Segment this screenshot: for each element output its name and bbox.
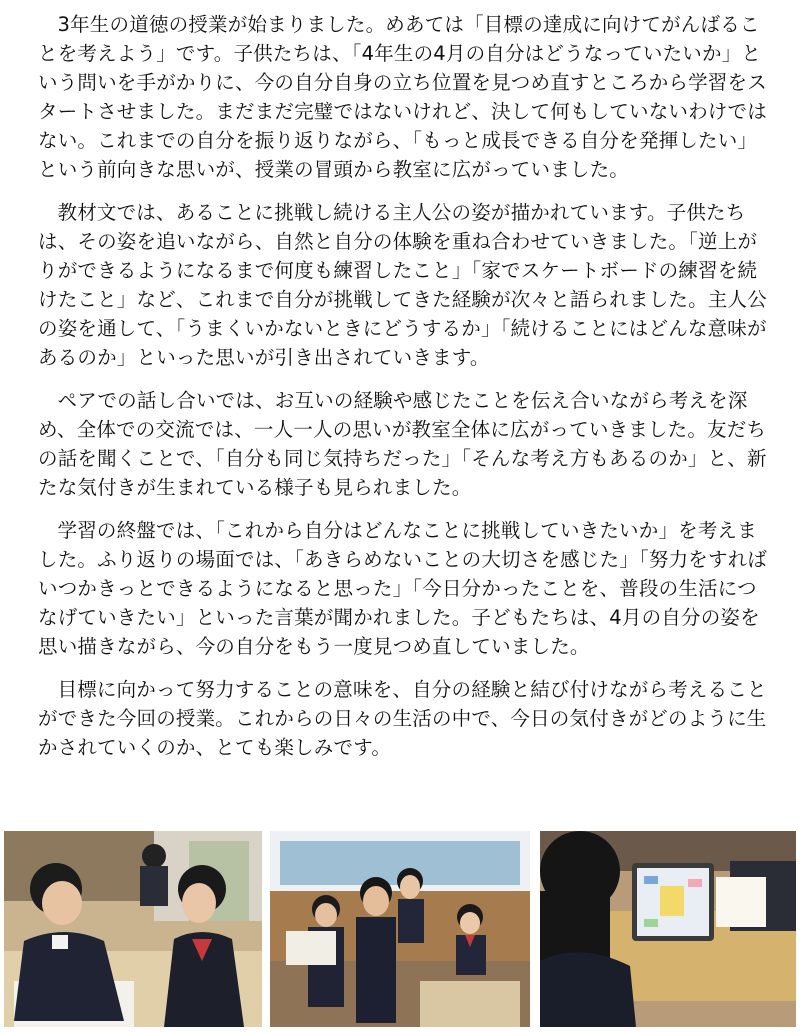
classroom-photo-boy-writing (4, 831, 262, 1027)
article-body (38, 10, 768, 776)
paragraph-2: 教材文では、あることに挑戦し続ける主人公の姿が描かれています。子供たちは、その姿を追いながら、自然と自分の体験を重ね合わせていきました。「逆上がりができるようになるまで何度も練習したこと」「家でスケートボードの練習を続けたこと」など、これまで自分が挑戦してきた経験が次々と語られました。主人公の姿を通して、「うまくいかないときにどうするか」「続けることにはどんな意味があるのか」といった思いが引き出されていきます。 (38, 201, 767, 369)
classroom-photo-students-reading (270, 831, 530, 1027)
paragraph-4: 学習の終盤では、「これから自分はどんなことに挑戦していきたいか」を考えました。ふり返りの場面では、「あきらめないことの大切さを感じた」「努力をすればいつかきっとできるようになると思った」「今日分かったことを、普段の生活につなげていきたい」といった言葉が聞かれました。子どもたちは、4月の自分の姿を思い描きながら、今の自分をもう一度見つめ直していました。 (38, 519, 768, 658)
paragraph-1: 3年生の道徳の授業が始まりました。めあては「目標の達成に向けてがんばることを考えよう」です。子供たちは、「4年生の4月の自分はどうなっていたいか」という問いを手がかりに、今の自分自身の立ち位置を見つめ直すところから学習をスタートさせました。まだまだ完璧ではないけれど、決して何もしていないわけではない。これまでの自分を振り返りながら、「もっと成長できる自分を発揮したい」という前向きな思いが、授業の冒頭から教室に広がっていました。 (38, 13, 767, 181)
photo-row (4, 831, 796, 1029)
paragraph-5: 目標に向かって努力することの意味を、自分の経験と結び付けながら考えることができた今回の授業。これからの日々の生活の中で、今日の気付きがどのように生かされていくのか、とても楽しみです。 (38, 678, 767, 759)
classroom-photo-tablet-screen (540, 831, 796, 1027)
paragraph-3: ペアでの話し合いでは、お互いの経験や感じたことを伝え合いながら考えを深め、全体での交流では、一人一人の思いが教室全体に広がっていきました。友だちの話を聞くことで、「自分も同じ気持ちだった」「そんな考え方もあるのか」と、新たな気付きが生まれている様子も見られました。 (38, 389, 767, 499)
